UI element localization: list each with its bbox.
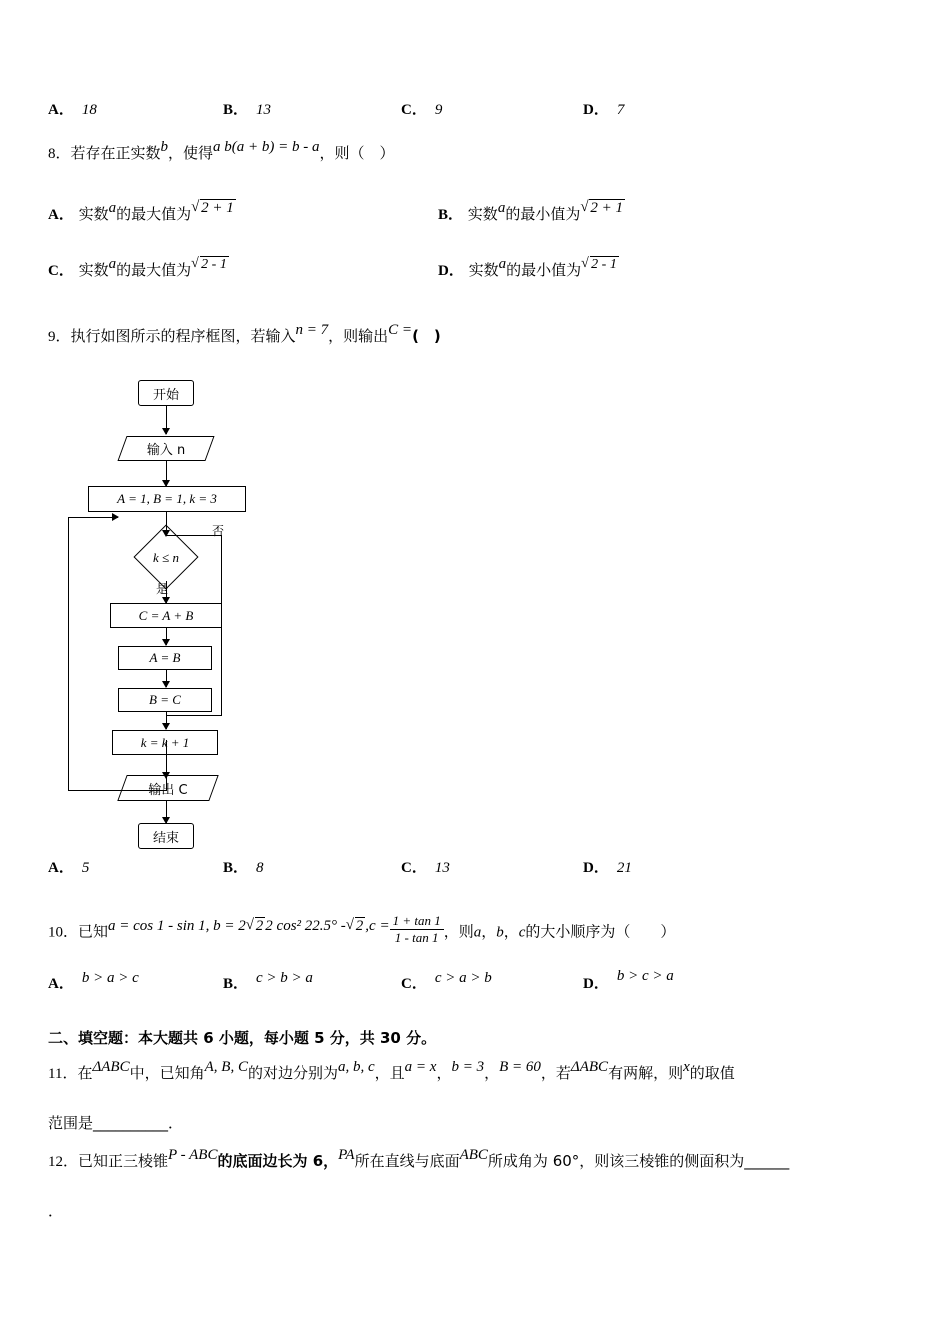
q12-seg: PA (338, 1147, 355, 1163)
q12-text-4: 所成角为 60°，则该三棱锥的侧面积为______ (487, 1152, 790, 1170)
q11-triangle: ΔABC (92, 1059, 130, 1075)
flow-label-yes: 是 (156, 582, 169, 596)
flow-step3 (118, 688, 212, 712)
question-12-stem (48, 1147, 790, 1174)
flow-init-label: A = 1, B = 1, k = 3 (117, 491, 217, 506)
q10-expr-b3-radical: √ 2 (346, 918, 366, 934)
q11-text-5: ，若 (540, 1064, 571, 1082)
choice-d-label: D． (583, 102, 609, 118)
q10-choice-c-value: c > a > b (434, 970, 492, 986)
q8-option-a-value: √ 2 + 1 (191, 200, 236, 216)
q8-option-d-post: 的最小值为 (506, 261, 582, 279)
q9-choice-b-label: B． (223, 860, 249, 876)
flow-end (138, 823, 194, 849)
question-11-blank-line (48, 1112, 183, 1135)
flow-init (88, 486, 246, 512)
q10-choice-d[interactable] (583, 968, 674, 993)
q8-option-a-pre: 实数 (78, 205, 109, 223)
q8-option-c[interactable] (48, 256, 229, 283)
q8-option-d-pre: 实数 (468, 261, 499, 279)
q8-option-a[interactable] (48, 200, 236, 227)
choice-a-value: 18 (81, 102, 97, 118)
q9-text-3: ( ) (412, 327, 441, 345)
q10-expr-b3: , (365, 917, 370, 934)
flow-step1-label: C = A + B (138, 607, 194, 623)
flow-no-h (166, 535, 222, 536)
q9-choice-b-value: 8 (256, 860, 264, 876)
q10-expr-c-lead: c = (369, 917, 390, 934)
q11-sep1: ， (436, 1064, 452, 1082)
q9-choice-b[interactable] (223, 856, 401, 877)
q11-var-x: x (683, 1059, 690, 1075)
flow-loop-v2 (68, 517, 69, 790)
q9-choice-a[interactable] (48, 856, 223, 877)
q10-choice-a-label: A． (48, 976, 74, 992)
q9-output-expr: C = (388, 322, 413, 338)
q8-option-a-post: 的最大值为 (116, 205, 192, 223)
q12-solid: P - ABC (168, 1147, 218, 1163)
choice-a[interactable] (48, 98, 223, 119)
q11-triangle-2: ΔABC (570, 1059, 609, 1075)
q8-option-c-post: 的最大值为 (116, 261, 192, 279)
q8-option-d[interactable] (438, 256, 619, 283)
q10-sep1: ， (481, 922, 497, 941)
q10-expr-a: a = cos 1 - sin 1 (108, 917, 206, 934)
q9-input-expr: n = 7 (295, 322, 329, 338)
question-12-tail (48, 1200, 63, 1223)
flowchart-q9 (60, 375, 320, 825)
q8-option-b-pre: 实数 (467, 205, 498, 223)
q8-option-d-label: D． (438, 263, 464, 279)
q10-choice-a[interactable] (48, 972, 223, 993)
choice-b[interactable] (223, 98, 401, 119)
q8-option-c-pre: 实数 (78, 261, 109, 279)
choice-c[interactable] (401, 98, 583, 119)
choice-c-value: 9 (434, 102, 443, 118)
flow-output-label: 输出 C (148, 782, 188, 798)
q11-sides: a, b, c (337, 1059, 375, 1075)
q9-choice-c-label: C． (401, 860, 427, 876)
q8-option-d-var: a (498, 256, 507, 272)
q10-expr-b2: 2 cos² 22.5° - (265, 917, 346, 934)
flow-step2 (118, 646, 212, 670)
flow-start (138, 380, 194, 406)
q9-choice-d-label: D． (583, 860, 609, 876)
q11-text-6: 有两解，则 (608, 1064, 684, 1082)
flow-output (122, 775, 214, 801)
flow-start-label: 开始 (152, 387, 179, 403)
q8-text-2: ，使得 (168, 144, 214, 162)
flow-arrow-5 (162, 639, 170, 646)
section-2-heading (48, 1027, 436, 1050)
q10-choice-b[interactable] (223, 972, 401, 993)
q10-v3: c (518, 924, 526, 941)
q11-text-4: ，且 (374, 1064, 405, 1082)
q12-text-5: ． (48, 1202, 64, 1220)
choice-b-value: 13 (256, 102, 272, 118)
q10-text-2: ，则 (443, 922, 474, 941)
q8-option-a-label: A． (48, 207, 74, 223)
q8-option-c-label: C． (48, 263, 74, 279)
q10-choice-c-label: C． (401, 976, 427, 992)
q8-option-c-var: a (108, 256, 117, 272)
q9-text-1: 执行如图所示的程序框图，若输入 (70, 327, 296, 345)
flow-arrow-1 (162, 428, 170, 435)
q12-text-1: 已知正三棱锥 (78, 1152, 169, 1170)
flow-condition (120, 535, 212, 581)
q10-frac-den: 1 - tan 1 (394, 930, 439, 946)
question-11-stem (48, 1059, 735, 1086)
choices-row-q9 (48, 856, 908, 877)
q12-base: ABC (459, 1147, 488, 1163)
q11-text-1: 在 (77, 1064, 93, 1082)
q10-fraction (390, 913, 444, 947)
choice-d-value: 7 (616, 102, 625, 118)
flow-loop-h2 (68, 517, 118, 518)
q8-option-b[interactable] (438, 200, 625, 227)
q10-frac-num: 1 + tan 1 (390, 913, 444, 930)
flow-label-no: 否 (212, 524, 225, 538)
q12-number: 12． (48, 1154, 79, 1170)
q12-text-3: 所在直线与底面 (354, 1152, 460, 1170)
q10-choice-a-value: b > a > c (81, 970, 139, 986)
flow-no-h2 (166, 715, 222, 716)
q10-choice-b-value: c > b > a (256, 970, 313, 986)
q9-number: 9． (48, 329, 71, 345)
q9-choice-d[interactable] (583, 856, 632, 877)
flow-step1 (110, 603, 222, 628)
q11-text-2: 中，已知角 (129, 1064, 205, 1082)
q8-text-3: ，则（ ） (319, 144, 395, 162)
q8-equation: a b(a + b) = b - a (213, 139, 320, 155)
q11-cond3: B = 60 (499, 1059, 541, 1075)
flow-end-label: 结束 (152, 830, 179, 846)
q10-text-3: 的大小顺序为（ ） (525, 922, 676, 941)
q8-option-b-value: √ 2 + 1 (580, 200, 625, 216)
q8-option-b-post: 的最小值为 (505, 205, 581, 223)
q10-choice-d-value: b > c > a (616, 968, 674, 984)
flow-loop-arrow (112, 513, 119, 521)
q10-v1: a (473, 924, 482, 941)
q9-choice-c-value: 13 (434, 860, 450, 876)
flow-step3-label: B = C (149, 692, 181, 707)
flow-arrow-6 (162, 681, 170, 688)
choices-row-q7 (48, 98, 908, 119)
q8-var-b: b (160, 139, 169, 155)
q11-text-8: 范围是__________． (48, 1114, 184, 1132)
q10-expr-b-radical: √ 2 (246, 918, 266, 934)
q8-option-c-value: √ 2 - 1 (191, 257, 229, 272)
choice-b-label: B． (223, 102, 249, 118)
q11-number: 11． (48, 1066, 78, 1082)
section-2-heading-text: 二、填空题：本大题共 6 小题，每小题 5 分，共 30 分。 (48, 1029, 437, 1047)
q11-cond1: a = x (404, 1059, 437, 1075)
q11-cond2: b = 3 (451, 1059, 485, 1075)
question-10-stem (48, 915, 675, 949)
q8-option-d-value: √ 2 - 1 (581, 257, 619, 272)
flow-input (122, 436, 210, 461)
q9-choice-a-label: A． (48, 860, 74, 876)
q10-v2: b (496, 924, 504, 941)
q8-option-b-label: B． (438, 207, 464, 223)
q9-choice-d-value: 21 (616, 860, 632, 876)
q8-text-1: 若存在正实数 (70, 144, 161, 162)
flow-step2-label: A = B (149, 650, 181, 665)
flow-arrow-7 (162, 723, 170, 730)
flow-step4-label: k = k + 1 (140, 734, 190, 750)
q10-number: 10． (48, 924, 79, 941)
flow-input-label: 输入 n (146, 443, 186, 458)
q11-text-7: 的取值 (689, 1064, 735, 1082)
choice-c-label: C． (401, 102, 427, 118)
question-8-stem (48, 139, 395, 166)
question-9-stem (48, 322, 441, 349)
q8-option-b-var: a (497, 200, 506, 216)
q9-text-2: ，则输出 (328, 327, 389, 345)
flow-condition-label: k ≤ n (153, 550, 179, 565)
q12-text-2: 的底面边长为 6， (217, 1152, 339, 1170)
choice-d[interactable] (583, 98, 624, 119)
choice-a-label: A． (48, 102, 74, 118)
q8-option-a-var: a (108, 200, 117, 216)
q10-choice-c[interactable] (401, 972, 583, 993)
q8-number: 8． (48, 146, 71, 162)
flow-step4 (112, 730, 218, 755)
q11-angles: A, B, C (204, 1059, 248, 1075)
q10-choice-b-label: B． (223, 976, 249, 992)
q10-choice-d-label: D． (583, 976, 609, 992)
choices-row-q10 (48, 968, 908, 993)
q10-text-1: 已知 (78, 922, 109, 941)
q9-choice-c[interactable] (401, 856, 583, 877)
q11-sep2: ， (484, 1064, 500, 1082)
q10-sep2: ， (503, 922, 519, 941)
q11-text-3: 的对边分别为 (247, 1064, 338, 1082)
q9-choice-a-value: 5 (81, 860, 90, 876)
q10-expr-b: , b = 2 (205, 917, 246, 934)
